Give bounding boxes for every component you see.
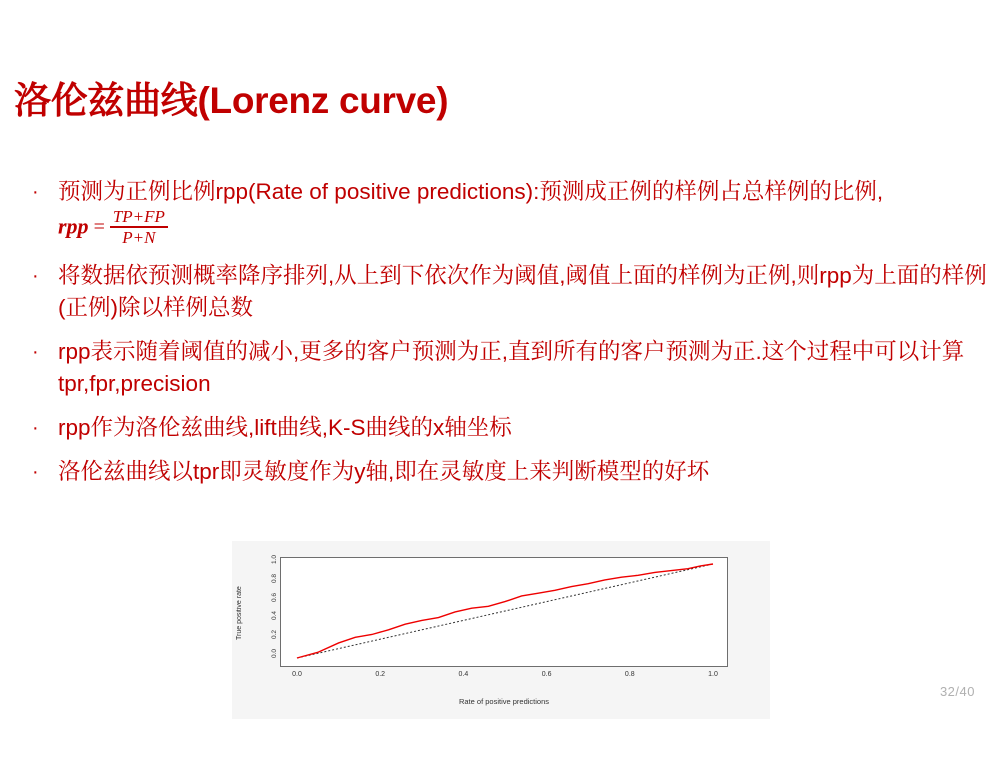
fraction-numerator: TP+FP [112,206,165,226]
x-axis-ticks [280,671,728,683]
fraction-denominator: P+N [122,227,156,247]
bullet-text: rpp作为洛伦兹曲线,lift曲线,K-S曲线的x轴坐标 [58,414,512,440]
plot-svg [281,558,727,666]
equals-sign: = [93,216,105,238]
x-axis-label: Rate of positive predictions [458,697,550,706]
bullet-dot: · [32,340,39,363]
y-axis-label: True positive rate [236,586,243,640]
rpp-symbol: rpp [58,213,89,238]
x-tick-label: 0.6 [541,671,552,678]
bullet-dot: · [32,460,39,483]
bullet-text: rpp表示随着阈值的减小,更多的客户预测为正,直到所有的客户预测为正.这个过程中可以计算tpr,fpr,precision [58,338,965,396]
random-baseline-line [297,564,713,658]
x-tick-label: 0.0 [292,671,302,678]
page-title: 洛伦兹曲线(Lorenz curve) [14,80,449,121]
list-item [14,456,989,488]
x-tick-label: 0.4 [458,671,469,678]
x-tick-label: 0.2 [375,671,386,678]
lorenz-curve-figure [232,541,770,719]
top-margin [0,0,1001,16]
bullet-text: 将数据依预测概率降序排列,从上到下依次作为阈值,阈值上面的样例为正例,则rpp为上面的样例(正例)除以样例总数 [58,262,987,320]
bullet-text: 洛伦兹曲线以tpr即灵敏度作为y轴,即在灵敏度上来判断模型的好坏 [58,458,710,484]
list-item [14,260,989,324]
bullet-dot: · [32,181,39,203]
y-axis-ticks [256,557,278,667]
y-tick-label: 0.4 [271,611,278,621]
plot-area [280,557,728,667]
bullet-text: 预测为正例比例rpp(Rate of positive predictions):预测成正例的样例占总样例的比例, [58,179,884,204]
left-margin [0,0,10,761]
x-tick-label: 0.8 [624,671,635,678]
fraction [110,208,168,247]
y-tick-label: 1.0 [271,555,278,565]
list-item [14,336,989,400]
list-item [14,176,989,248]
y-tick-label: 0.0 [271,649,278,659]
y-tick-label: 0.8 [271,573,278,583]
bottom-margin [0,723,1001,761]
bullet-list [14,176,989,500]
y-tick-label: 0.6 [271,592,278,602]
y-tick-label: 0.2 [271,630,278,640]
x-tick-label: 1.0 [708,671,718,678]
bullet-dot: · [32,416,39,439]
rpp-formula [58,206,168,248]
list-item [14,412,989,444]
page-number: 32/40 [939,684,975,699]
bullet-dot: · [32,264,39,287]
